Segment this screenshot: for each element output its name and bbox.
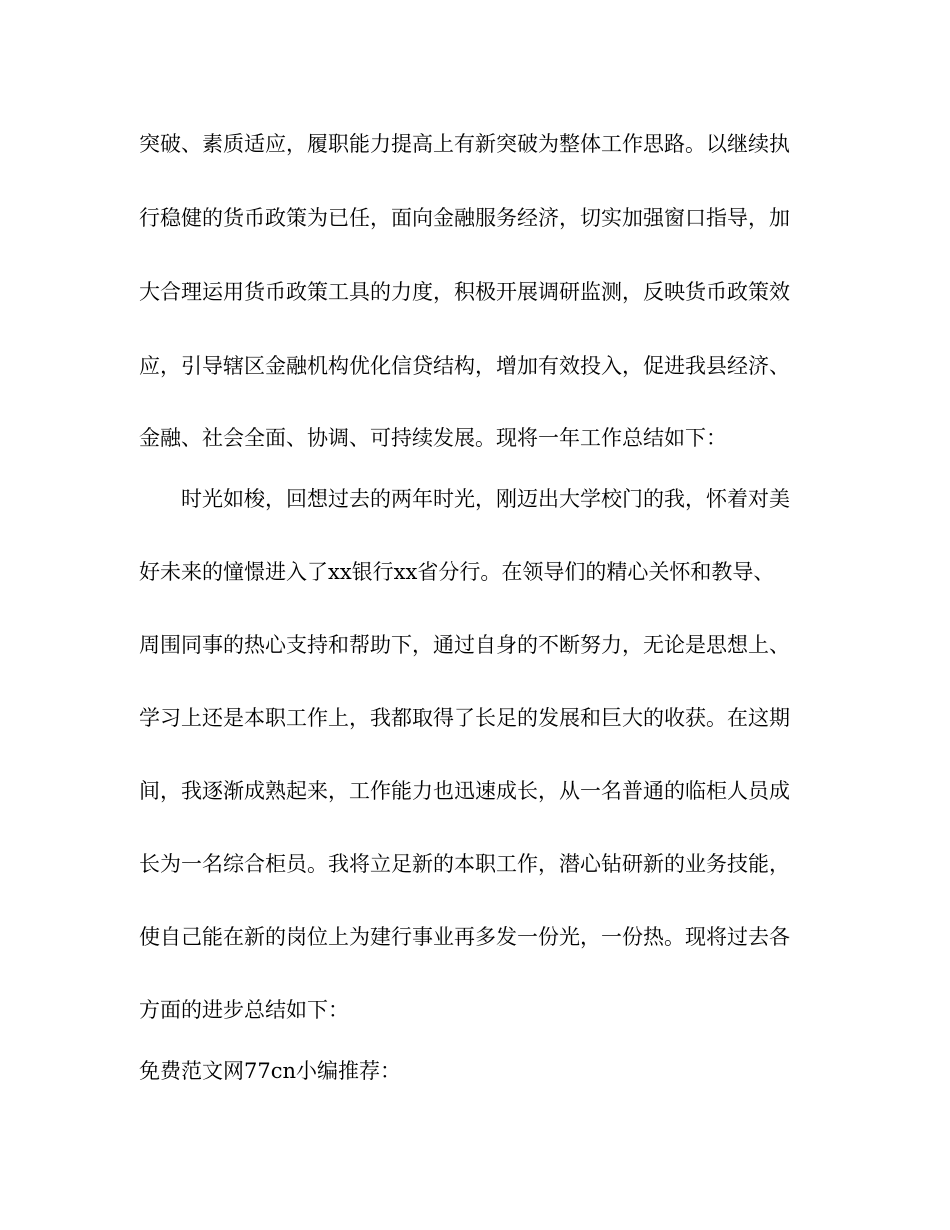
paragraph-line: 使自己能在新的岗位上为建行事业再多发一份光，一份热。现将过去各 xyxy=(139,925,790,949)
paragraph-line: 长为一名综合柜员。我将立足新的本职工作，潜心钻研新的业务技能， xyxy=(139,852,790,876)
paragraph-line: 学习上还是本职工作上，我都取得了长足的发展和巨大的收获。在这期 xyxy=(139,706,790,730)
paragraph-line: 方面的进步总结如下： xyxy=(139,998,349,1022)
paragraph-line: 突破、素质适应，履职能力提高上有新突破为整体工作思路。以继续执 xyxy=(139,132,790,156)
paragraph-line: 好未来的憧憬进入了xx银行xx省分行。在领导们的精心关怀和教导、 xyxy=(139,560,775,584)
paragraph-line: 金融、社会全面、协调、可持续发展。现将一年工作总结如下： xyxy=(139,426,727,450)
paragraph-line: 间，我逐渐成熟起来，工作能力也迅速成长，从一名普通的临柜人员成 xyxy=(139,779,790,803)
paragraph-line: 时光如梭，回想过去的两年时光，刚迈出大学校门的我，怀着对美 xyxy=(181,487,790,511)
paragraph-line: 行稳健的货币政策为已任，面向金融服务经济，切实加强窗口指导，加 xyxy=(139,206,790,230)
paragraph-line: 周围同事的热心支持和帮助下，通过自身的不断努力，无论是思想上、 xyxy=(139,633,790,657)
recommendation-note: 免费范文网77cn小编推荐： xyxy=(139,1059,402,1083)
paragraph-line: 大合理运用货币政策工具的力度，积极开展调研监测，反映货币政策效 xyxy=(139,280,790,304)
paragraph-line: 应，引导辖区金融机构优化信贷结构，增加有效投入，促进我县经济、 xyxy=(139,354,790,378)
